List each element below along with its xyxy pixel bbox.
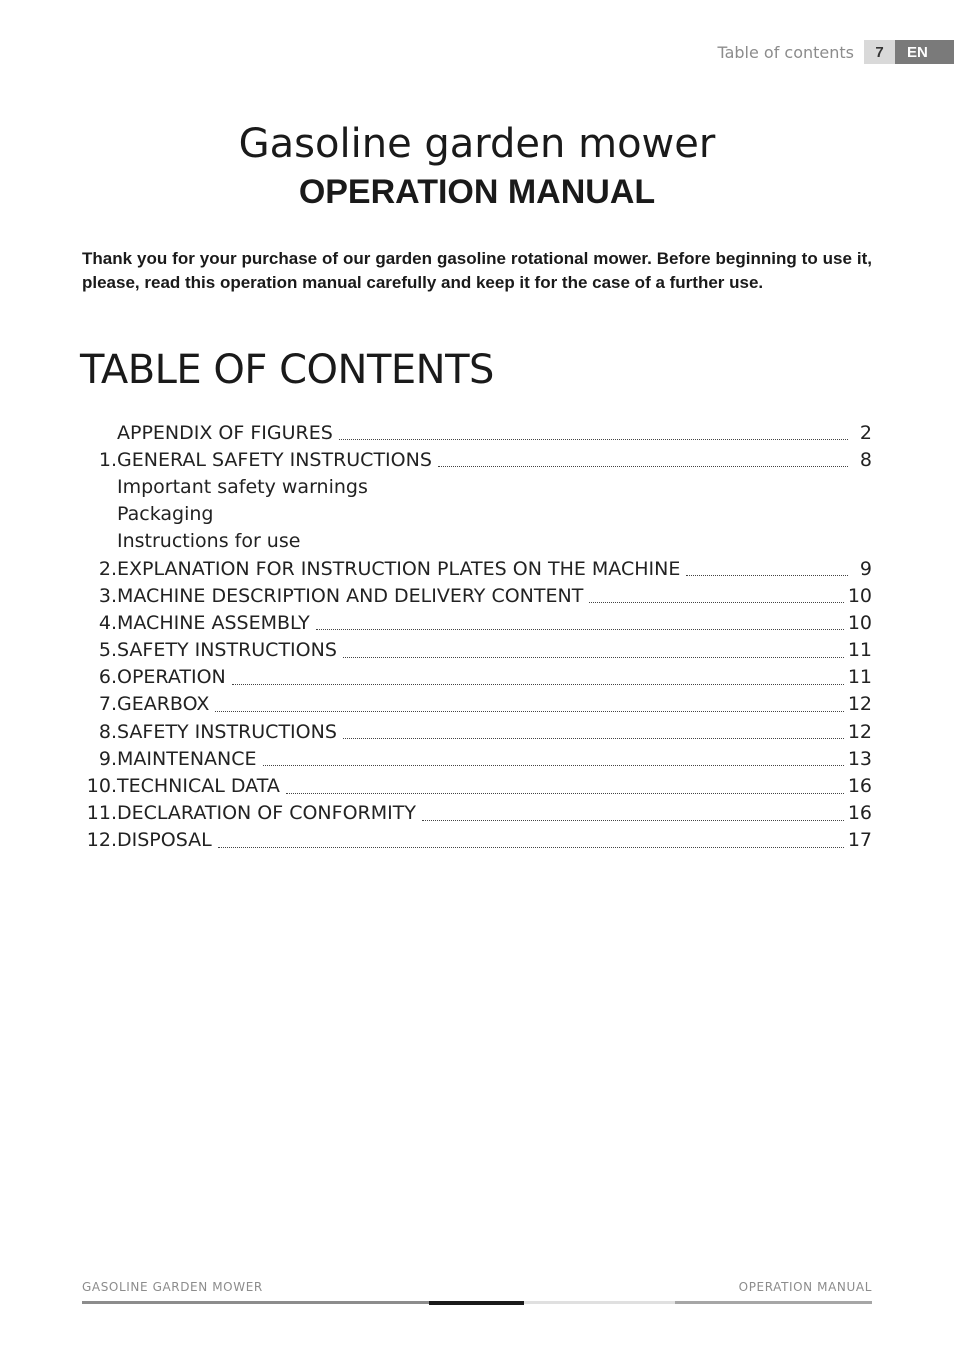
header-language-tab: EN	[895, 40, 954, 64]
intro-paragraph: Thank you for your purchase of our garden gasoline rotational mower. Before beginning to use it, please, read this operation manual carefully and keep it for the case of a further use.	[82, 249, 872, 292]
toc-item-label: MACHINE DESCRIPTION AND DELIVERY CONTENT	[117, 584, 584, 607]
toc-item-page: 12	[847, 693, 872, 716]
toc-item-number: 2.	[98, 557, 117, 580]
toc-dot-leader	[343, 738, 844, 739]
toc-item-number: 12.	[86, 829, 117, 852]
toc-item-page: 16	[847, 775, 872, 798]
toc-item	[82, 664, 872, 691]
toc-dot-leader	[339, 439, 848, 440]
toc-item-label: SAFETY INSTRUCTIONS	[117, 720, 337, 743]
document-title: Gasoline garden mower	[238, 121, 716, 167]
toc-item-label: DISPOSAL	[117, 829, 212, 852]
toc-item	[82, 691, 872, 718]
toc-item-page: 12	[847, 720, 872, 743]
footer-left-title: GASOLINE GARDEN MOWER	[82, 1280, 263, 1294]
page-header	[717, 40, 954, 64]
toc-item	[82, 609, 872, 636]
toc-item-label: GENERAL SAFETY INSTRUCTIONS	[117, 448, 432, 471]
toc-item-page: 13	[847, 747, 872, 770]
toc-dot-leader	[422, 820, 844, 821]
toc-list	[82, 419, 872, 854]
toc-item	[82, 745, 872, 772]
toc-item-label: MACHINE ASSEMBLY	[117, 611, 310, 634]
toc-item-label: Packaging	[117, 503, 214, 526]
toc-dot-leader	[263, 765, 844, 766]
toc-item	[82, 528, 872, 555]
toc-item-number: 5.	[98, 639, 117, 662]
toc-item-number: 6.	[98, 666, 117, 689]
toc-item	[82, 800, 872, 827]
toc-item	[82, 473, 872, 500]
toc-item	[82, 419, 872, 446]
toc-item-page: 2	[859, 421, 872, 444]
toc-dot-leader	[215, 711, 843, 712]
toc-item-number: 3.	[98, 584, 117, 607]
toc-dot-leader	[286, 793, 844, 794]
toc-item-label: DECLARATION OF CONFORMITY	[117, 802, 416, 825]
footer-bar-segment	[82, 1301, 429, 1304]
toc-item	[82, 446, 872, 473]
toc-item-page: 11	[847, 666, 872, 689]
toc-item-number: 10.	[86, 775, 117, 798]
toc-dot-leader	[343, 657, 844, 658]
toc-item-page: 8	[859, 448, 872, 471]
toc-item-label: EXPLANATION FOR INSTRUCTION PLATES ON THE MACHINE	[117, 557, 681, 580]
header-page-number: 7	[864, 40, 895, 64]
toc-dot-leader	[218, 847, 844, 848]
toc-item-label: Instructions for use	[117, 530, 301, 553]
toc-item-number: 8.	[98, 720, 117, 743]
toc-dot-leader	[232, 684, 844, 685]
toc-item-label: APPENDIX OF FIGURES	[117, 421, 333, 444]
footer-bar-segment	[675, 1301, 872, 1304]
footer-bar-segment	[429, 1301, 524, 1305]
footer-right-title: OPERATION MANUAL	[738, 1280, 872, 1294]
toc-item	[82, 718, 872, 745]
footer-bar-segment	[524, 1301, 675, 1304]
toc-item-label: SAFETY INSTRUCTIONS	[117, 639, 337, 662]
toc-item-label: OPERATION	[117, 666, 226, 689]
toc-item	[82, 555, 872, 582]
footer-divider	[82, 1301, 872, 1305]
toc-item-label: MAINTENANCE	[117, 747, 257, 770]
toc-dot-leader	[316, 629, 844, 630]
toc-item-label: Important safety warnings	[117, 475, 368, 498]
toc-dot-leader	[686, 575, 848, 576]
toc-item-page: 10	[847, 611, 872, 634]
toc-dot-leader	[438, 466, 848, 467]
toc-item-number: 9.	[98, 747, 117, 770]
toc-item-number: 4.	[98, 611, 117, 634]
toc-item-page: 17	[847, 829, 872, 852]
document-subtitle: OPERATION MANUAL	[298, 173, 656, 211]
toc-item-number: 11.	[86, 802, 117, 825]
header-section-title: Table of contents	[717, 42, 854, 62]
toc-item-page: 16	[847, 802, 872, 825]
toc-item	[82, 637, 872, 664]
toc-item-label: GEARBOX	[117, 693, 210, 716]
toc-item-page: 10	[847, 584, 872, 607]
toc-dot-leader	[589, 602, 843, 603]
toc-heading: TABLE OF CONTENTS	[80, 347, 494, 393]
toc-item-page: 9	[859, 557, 872, 580]
toc-item	[82, 582, 872, 609]
toc-item-number: 1.	[98, 448, 117, 471]
toc-item	[82, 501, 872, 528]
toc-item	[82, 772, 872, 799]
toc-item-number: 7.	[98, 693, 117, 716]
toc-item	[82, 827, 872, 854]
toc-item-label: TECHNICAL DATA	[117, 775, 280, 798]
toc-item-page: 11	[847, 639, 872, 662]
